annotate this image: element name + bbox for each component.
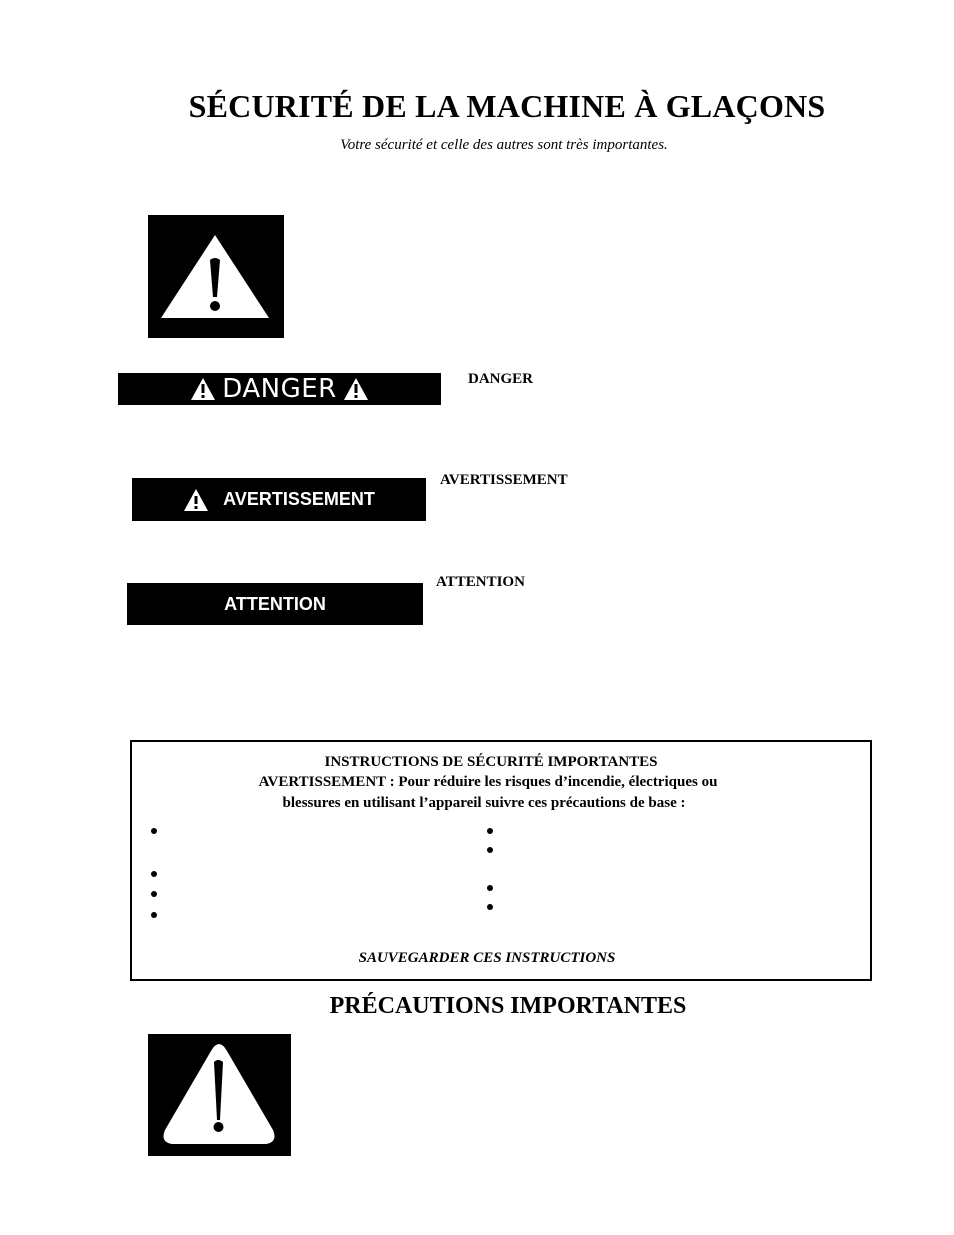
warning-heading: AVERTISSEMENT bbox=[440, 472, 568, 488]
warning-triangle-icon bbox=[148, 215, 284, 338]
list-bullet bbox=[487, 885, 493, 891]
list-bullet bbox=[151, 828, 157, 834]
warning-badge bbox=[132, 478, 426, 521]
safety-alert-symbol-icon bbox=[148, 215, 284, 338]
caution-badge bbox=[127, 583, 423, 625]
warning-badge-label: AVERTISSEMENT bbox=[223, 489, 375, 509]
list-bullet bbox=[487, 904, 493, 910]
list-bullet bbox=[151, 891, 157, 897]
precautions-alert-symbol-icon bbox=[148, 1034, 291, 1156]
caution-heading: ATTENTION bbox=[436, 574, 525, 590]
rounded-warning-triangle-icon bbox=[148, 1034, 291, 1156]
list-bullet bbox=[151, 871, 157, 877]
page-title: SÉCURITÉ DE LA MACHINE À GLAÇONS bbox=[188, 88, 826, 124]
list-bullet bbox=[487, 847, 493, 853]
instructions-warning-line-2: blessures en utilisant l’appareil suivre ces précautions de base : bbox=[282, 795, 686, 811]
danger-badge-label: DANGER bbox=[222, 374, 337, 404]
instructions-warning-line-1: AVERTISSEMENT : Pour réduire les risques d’incendie, électriques ou bbox=[258, 774, 718, 790]
danger-heading: DANGER bbox=[468, 371, 534, 387]
instructions-title: INSTRUCTIONS DE SÉCURITÉ IMPORTANTES bbox=[324, 754, 658, 770]
safety-instructions-box bbox=[130, 740, 872, 981]
page-subtitle: Votre sécurité et celle des autres sont très importantes. bbox=[340, 137, 668, 153]
danger-badge bbox=[118, 373, 441, 405]
caution-badge-label: ATTENTION bbox=[224, 593, 326, 614]
warning-triangle-icon bbox=[183, 488, 209, 512]
precautions-title: PRÉCAUTIONS IMPORTANTES bbox=[329, 993, 687, 1019]
warning-triangle-icon bbox=[190, 377, 216, 401]
instructions-footer: SAUVEGARDER CES INSTRUCTIONS bbox=[358, 950, 616, 966]
list-bullet bbox=[151, 912, 157, 918]
list-bullet bbox=[487, 828, 493, 834]
warning-triangle-icon bbox=[343, 377, 369, 401]
